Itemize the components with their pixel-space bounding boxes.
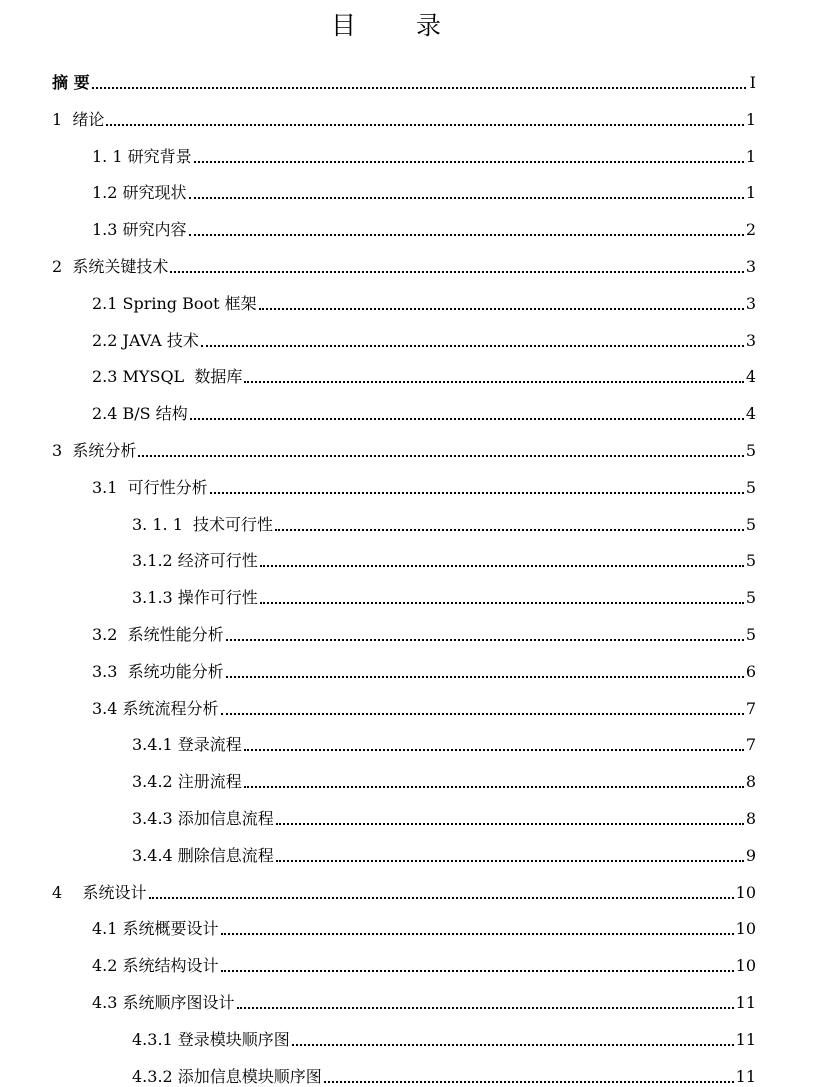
toc-leader-dots: [275, 529, 744, 531]
toc-leader-dots: [244, 749, 744, 751]
toc-entry-page-number: I: [749, 73, 756, 92]
toc-entry-page-number: 5: [745, 441, 756, 460]
toc-leader-dots: [226, 639, 744, 641]
toc-entry[interactable]: [132, 756, 756, 792]
toc-leader-dots: [237, 1007, 734, 1009]
toc-leader-dots: [189, 197, 744, 199]
toc-entry-page-number: 1: [745, 146, 756, 166]
toc-leader-dots: [138, 455, 743, 457]
toc-entry[interactable]: [132, 1014, 756, 1050]
toc-entry[interactable]: [92, 167, 756, 203]
toc-leader-dots: [190, 418, 744, 420]
toc-leader-dots: [221, 713, 744, 715]
toc-entry[interactable]: [52, 241, 756, 277]
toc-entry[interactable]: [92, 977, 756, 1013]
toc-entry-page-number: 5: [745, 514, 756, 534]
toc-entry[interactable]: [132, 793, 756, 829]
toc-entry[interactable]: [92, 351, 756, 387]
toc-entry-page-number: 11: [735, 993, 756, 1012]
toc-entry[interactable]: [92, 683, 756, 719]
toc-entry-page-number: 6: [745, 661, 756, 681]
toc-entry-page-number: 1: [745, 109, 756, 129]
toc-entry-label: 2.4 B/S 结构: [92, 404, 188, 424]
toc-leader-dots: [221, 970, 734, 972]
toc-entry-label: 4 系统设计: [52, 882, 147, 902]
toc-entry[interactable]: [52, 425, 756, 461]
toc-entry[interactable]: [132, 830, 756, 866]
toc-entry-label: 1.3 研究内容: [92, 220, 187, 240]
toc-entry-label: 3.4 系统流程分析: [92, 698, 219, 718]
toc-entry-label: 4.2 系统结构设计: [92, 956, 219, 976]
toc-entry-page-number: 5: [745, 625, 756, 644]
toc-entry[interactable]: [52, 94, 756, 130]
toc-title: 目 录: [331, 11, 467, 40]
toc-entry-page-number: 5: [745, 477, 756, 497]
toc-entry[interactable]: [92, 388, 756, 424]
toc-entry-page-number: 10: [735, 882, 756, 902]
toc-entry-label: 1 绪论: [52, 109, 105, 129]
toc-entry[interactable]: [92, 462, 756, 498]
toc-entry-label: 3. 1. 1 技术可行性: [132, 514, 274, 534]
toc-entry-label: 3.3 系统功能分析: [92, 661, 224, 681]
toc-entry-label: 4.3.1 登录模块顺序图: [132, 1029, 290, 1049]
toc-entry[interactable]: [132, 1051, 756, 1087]
toc-entry-label: 2.3 MYSQL 数据库: [92, 367, 243, 387]
toc-leader-dots: [260, 602, 744, 604]
toc-leader-dots: [106, 124, 743, 126]
toc-entry[interactable]: [92, 131, 756, 167]
toc-leader-dots: [259, 308, 744, 310]
toc-leader-dots: [292, 1044, 734, 1046]
toc-leader-dots: [194, 161, 744, 163]
toc-entry-label: 2.2 JAVA 技术: [92, 330, 199, 350]
toc-entry-page-number: 3: [745, 293, 756, 313]
toc-entry-label: 3.4.4 删除信息流程: [132, 845, 274, 865]
toc-leader-dots: [226, 676, 744, 678]
toc-leader-dots: [92, 87, 746, 89]
toc-entry-label: 摘 要: [52, 73, 90, 92]
toc-entry[interactable]: [52, 57, 756, 93]
toc-entry-page-number: 4: [745, 367, 756, 387]
toc-entry-page-number: 3: [745, 257, 756, 276]
toc-entry-label: 1. 1 研究背景: [92, 146, 192, 166]
toc-entry-label: 4.3 系统顺序图设计: [92, 993, 235, 1012]
toc-entry-page-number: 3: [745, 330, 756, 350]
toc-entry[interactable]: [132, 572, 756, 608]
toc-entry-page-number: 8: [745, 772, 756, 792]
toc-entry[interactable]: [92, 609, 756, 645]
toc-entry[interactable]: [52, 867, 756, 903]
toc-leader-dots: [149, 897, 734, 899]
toc-leader-dots: [276, 823, 744, 825]
toc-leader-dots: [201, 345, 744, 347]
toc-entry-label: 3.4.1 登录流程: [132, 735, 242, 755]
toc-entry-label: 3 系统分析: [52, 441, 137, 460]
toc-leader-dots: [189, 234, 744, 236]
toc-leader-dots: [210, 492, 744, 494]
toc-leader-dots: [244, 381, 743, 383]
toc-entry-label: 4.1 系统概要设计: [92, 919, 219, 939]
toc-entry[interactable]: [92, 940, 756, 976]
toc-entry[interactable]: [92, 278, 756, 314]
toc-entry-label: 3.4.2 注册流程: [132, 772, 242, 792]
toc-entry[interactable]: [132, 719, 756, 755]
toc-entry-page-number: 11: [735, 1029, 756, 1049]
toc-entry-label: 2.1 Spring Boot 框架: [92, 293, 257, 313]
toc-entry-page-number: 4: [745, 404, 756, 424]
toc-entry-label: 3.2 系统性能分析: [92, 625, 224, 644]
toc-entry-page-number: 11: [735, 1066, 756, 1086]
toc-entry-label: 2 系统关键技术: [52, 257, 169, 276]
toc-entry-page-number: 7: [745, 735, 756, 755]
toc-entry-label: 3.4.3 添加信息流程: [132, 809, 274, 828]
toc-entry[interactable]: [132, 535, 756, 571]
toc-leader-dots: [221, 933, 734, 935]
toc-leader-dots: [324, 1081, 734, 1083]
toc-entry[interactable]: [92, 903, 756, 939]
toc-leader-dots: [260, 565, 744, 567]
toc-entry[interactable]: [92, 646, 756, 682]
toc-entry-page-number: 9: [745, 845, 756, 865]
toc-entry-label: 4.3.2 添加信息模块顺序图: [132, 1066, 322, 1086]
toc-entry[interactable]: [132, 499, 756, 535]
toc-entry[interactable]: [92, 315, 756, 351]
toc-entry-label: 3.1 可行性分析: [92, 477, 208, 497]
toc-entry-page-number: 10: [735, 919, 756, 939]
toc-entry-page-number: 5: [745, 588, 756, 608]
toc-entry-page-number: 10: [735, 956, 756, 976]
toc-entry-page-number: 1: [745, 183, 756, 203]
toc-leader-dots: [276, 860, 744, 862]
toc-entry-page-number: 2: [745, 220, 756, 240]
toc-entry[interactable]: [92, 204, 756, 240]
toc-entry-page-number: 8: [745, 809, 756, 828]
toc-entry-label: 3.1.3 操作可行性: [132, 588, 258, 608]
toc-leader-dots: [244, 786, 744, 788]
toc-entry-label: 1.2 研究现状: [92, 183, 187, 203]
toc-entry-label: 3.1.2 经济可行性: [132, 551, 258, 571]
toc-leader-dots: [170, 271, 743, 273]
toc-entry-page-number: 7: [745, 698, 756, 718]
toc-entry-page-number: 5: [745, 551, 756, 571]
